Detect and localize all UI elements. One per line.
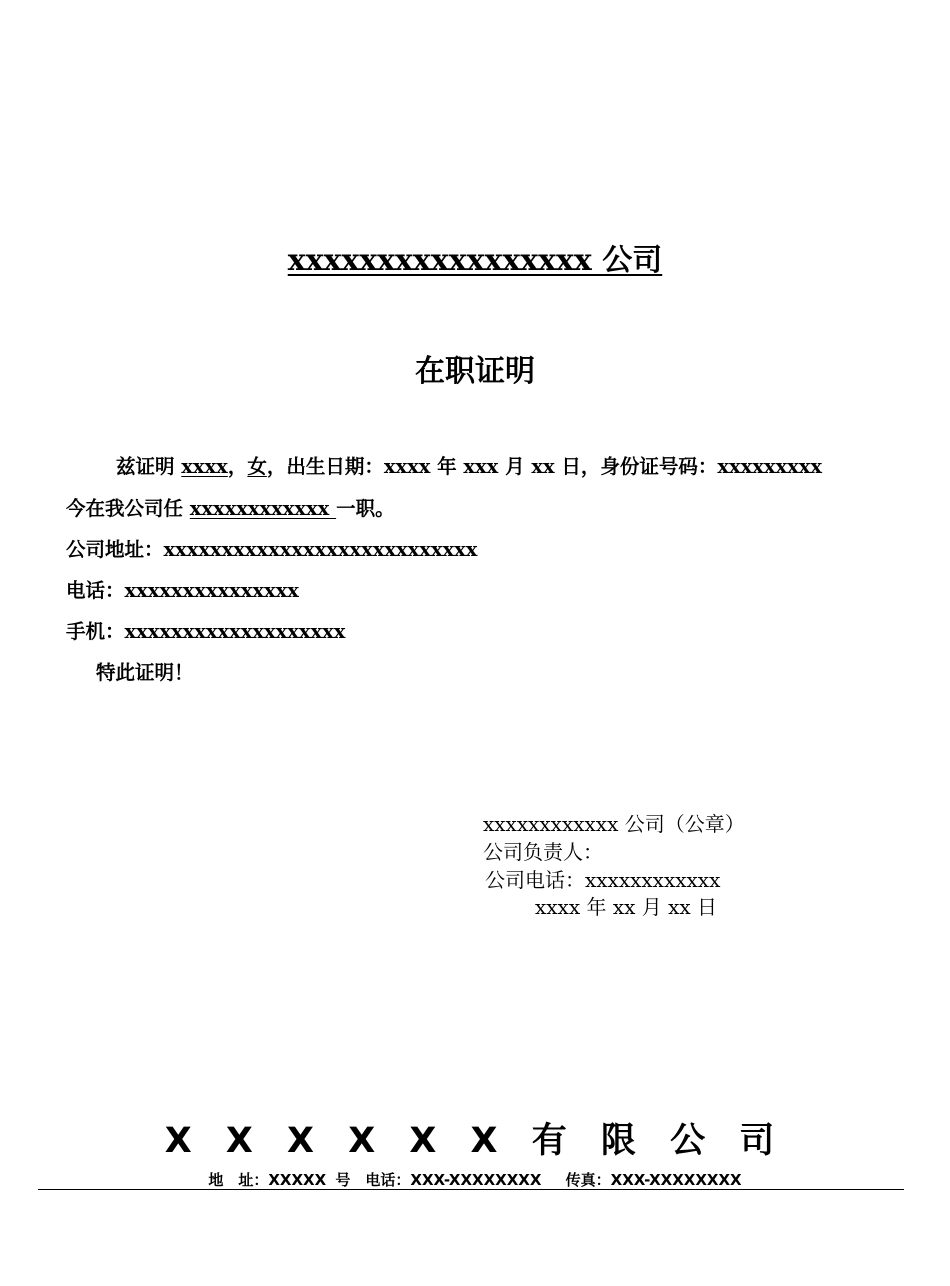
- position-line: [66, 494, 395, 524]
- document-title: 在职证明: [415, 354, 535, 389]
- certification-line: [116, 452, 822, 482]
- signature-date: xxxx 年 xx 月 xx 日: [535, 895, 718, 919]
- closing-statement: 特此证明！: [96, 661, 194, 684]
- phone-line: 电话：xxxxxxxxxxxxxxx: [66, 579, 299, 602]
- signature-person-in-charge: 公司负责人：: [483, 840, 603, 864]
- employee-name: xxxx: [181, 455, 228, 478]
- certification-prefix: 兹证明: [116, 455, 182, 478]
- separator: ，: [227, 455, 248, 478]
- employee-position: xxxxxxxxxxxx: [189, 497, 337, 520]
- company-address-line: 公司地址：xxxxxxxxxxxxxxxxxxxxxxxxxxx: [66, 538, 478, 561]
- footer-contact-info: 地 址：XXXXX 号 电话：XXX-XXXXXXXX 传真：XXX-XXXXXXXX: [208, 1171, 742, 1189]
- signature-company-phone: 公司电话：xxxxxxxxxxxx: [485, 868, 721, 892]
- company-name: xxxxxxxxxxxxxxxxx 公司: [287, 243, 663, 278]
- position-prefix: 今在我公司任: [66, 497, 190, 520]
- mobile-line: 手机：xxxxxxxxxxxxxxxxxxx: [66, 620, 346, 643]
- position-suffix: 一职。: [336, 497, 395, 520]
- footer-company-name: X X X X X X 有 限 公 司: [164, 1121, 786, 1161]
- signature-company-seal: xxxxxxxxxxxx 公司（公章）: [483, 812, 745, 836]
- employee-gender: 女: [247, 455, 267, 478]
- footer-divider: [38, 1189, 904, 1190]
- birth-and-id: ，出生日期：xxxx 年 xxx 月 xx 日，身份证号码：xxxxxxxxx: [266, 455, 823, 478]
- company-header: [0, 238, 950, 284]
